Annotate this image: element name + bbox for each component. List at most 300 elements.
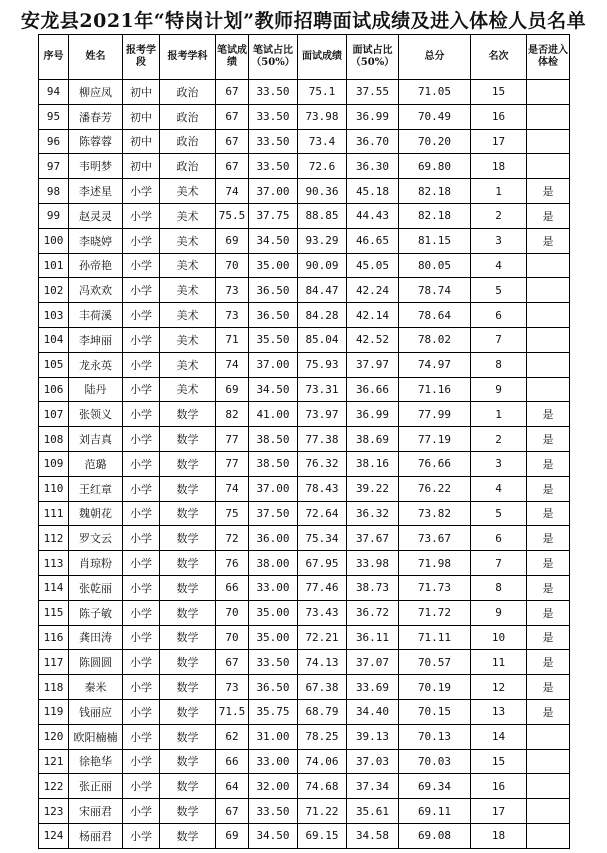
cell-name: 潘春芳	[69, 104, 123, 129]
cell-level: 小学	[123, 600, 160, 625]
cell-written-score: 69	[216, 228, 249, 253]
cell-interview-score: 75.1	[298, 80, 347, 105]
cell-written-weighted: 37.75	[249, 203, 298, 228]
table-row	[39, 749, 570, 774]
table-row	[39, 774, 570, 799]
cell-rank: 2	[471, 427, 527, 452]
cell-physical-exam: 是	[527, 179, 570, 204]
cell-written-score: 67	[216, 80, 249, 105]
cell-name: 李坤丽	[69, 327, 123, 352]
cell-total: 70.49	[399, 104, 471, 129]
cell-total: 78.64	[399, 303, 471, 328]
cell-written-score: 76	[216, 551, 249, 576]
cell-name: 欧阳楠楠	[69, 724, 123, 749]
cell-level: 小学	[123, 724, 160, 749]
table-row	[39, 551, 570, 576]
cell-written-score: 70	[216, 253, 249, 278]
cell-interview-score: 69.15	[298, 823, 347, 848]
table-row	[39, 303, 570, 328]
cell-interview-weighted: 33.69	[347, 675, 399, 700]
cell-index: 107	[39, 402, 69, 427]
cell-written-score: 67	[216, 104, 249, 129]
cell-physical-exam: 是	[527, 203, 570, 228]
cell-index: 98	[39, 179, 69, 204]
cell-interview-score: 90.36	[298, 179, 347, 204]
table-row	[39, 327, 570, 352]
cell-index: 124	[39, 823, 69, 848]
table-body	[39, 80, 570, 849]
cell-name: 张正丽	[69, 774, 123, 799]
cell-interview-weighted: 36.72	[347, 600, 399, 625]
cell-written-score: 70	[216, 625, 249, 650]
cell-rank: 4	[471, 253, 527, 278]
cell-written-score: 73	[216, 675, 249, 700]
cell-index: 109	[39, 451, 69, 476]
cell-physical-exam	[527, 377, 570, 402]
cell-index: 104	[39, 327, 69, 352]
cell-total: 78.74	[399, 278, 471, 303]
cell-total: 70.15	[399, 699, 471, 724]
cell-total: 70.13	[399, 724, 471, 749]
cell-written-weighted: 35.50	[249, 327, 298, 352]
cell-physical-exam: 是	[527, 476, 570, 501]
cell-rank: 5	[471, 501, 527, 526]
cell-written-weighted: 33.50	[249, 154, 298, 179]
cell-level: 小学	[123, 377, 160, 402]
cell-interview-weighted: 35.61	[347, 799, 399, 824]
cell-subject: 数学	[160, 451, 216, 476]
cell-interview-score: 78.25	[298, 724, 347, 749]
cell-level: 小学	[123, 823, 160, 848]
cell-interview-score: 73.31	[298, 377, 347, 402]
cell-rank: 17	[471, 129, 527, 154]
cell-subject: 数学	[160, 402, 216, 427]
cell-name: 韦明梦	[69, 154, 123, 179]
cell-interview-score: 73.97	[298, 402, 347, 427]
cell-rank: 9	[471, 377, 527, 402]
table-row	[39, 650, 570, 675]
cell-written-weighted: 33.00	[249, 575, 298, 600]
cell-level: 小学	[123, 650, 160, 675]
cell-interview-weighted: 42.24	[347, 278, 399, 303]
cell-level: 小学	[123, 327, 160, 352]
table-row	[39, 179, 570, 204]
cell-subject: 美术	[160, 203, 216, 228]
cell-index: 123	[39, 799, 69, 824]
cell-index: 99	[39, 203, 69, 228]
cell-level: 小学	[123, 526, 160, 551]
cell-written-weighted: 34.50	[249, 377, 298, 402]
col-header-subject: 报考学科	[160, 35, 216, 80]
cell-total: 82.18	[399, 203, 471, 228]
cell-subject: 数学	[160, 699, 216, 724]
cell-written-weighted: 36.50	[249, 303, 298, 328]
cell-rank: 6	[471, 526, 527, 551]
cell-index: 102	[39, 278, 69, 303]
cell-interview-weighted: 37.03	[347, 749, 399, 774]
cell-level: 初中	[123, 80, 160, 105]
cell-rank: 8	[471, 352, 527, 377]
cell-subject: 政治	[160, 154, 216, 179]
cell-written-score: 71	[216, 327, 249, 352]
table-row	[39, 823, 570, 848]
cell-physical-exam: 是	[527, 625, 570, 650]
cell-name: 宋丽君	[69, 799, 123, 824]
cell-index: 106	[39, 377, 69, 402]
cell-subject: 政治	[160, 80, 216, 105]
cell-subject: 数学	[160, 749, 216, 774]
cell-index: 94	[39, 80, 69, 105]
cell-physical-exam	[527, 774, 570, 799]
cell-subject: 数学	[160, 600, 216, 625]
cell-written-weighted: 31.00	[249, 724, 298, 749]
cell-subject: 数学	[160, 427, 216, 452]
cell-rank: 2	[471, 203, 527, 228]
cell-subject: 美术	[160, 327, 216, 352]
cell-level: 小学	[123, 476, 160, 501]
cell-level: 小学	[123, 303, 160, 328]
cell-interview-weighted: 36.30	[347, 154, 399, 179]
col-header-level: 报考学段	[123, 35, 160, 80]
cell-subject: 数学	[160, 501, 216, 526]
cell-written-weighted: 38.00	[249, 551, 298, 576]
cell-interview-weighted: 36.70	[347, 129, 399, 154]
cell-written-score: 67	[216, 799, 249, 824]
cell-interview-score: 72.6	[298, 154, 347, 179]
cell-interview-weighted: 36.11	[347, 625, 399, 650]
cell-physical-exam: 是	[527, 402, 570, 427]
header-row	[39, 35, 570, 80]
cell-physical-exam	[527, 823, 570, 848]
cell-interview-weighted: 38.69	[347, 427, 399, 452]
cell-name: 徐艳华	[69, 749, 123, 774]
cell-written-weighted: 37.00	[249, 476, 298, 501]
cell-written-score: 77	[216, 451, 249, 476]
cell-total: 71.11	[399, 625, 471, 650]
cell-level: 小学	[123, 179, 160, 204]
cell-physical-exam	[527, 278, 570, 303]
cell-rank: 1	[471, 179, 527, 204]
cell-level: 小学	[123, 501, 160, 526]
cell-written-score: 75	[216, 501, 249, 526]
cell-level: 小学	[123, 228, 160, 253]
cell-rank: 17	[471, 799, 527, 824]
cell-written-weighted: 36.00	[249, 526, 298, 551]
cell-rank: 13	[471, 699, 527, 724]
cell-interview-weighted: 42.52	[347, 327, 399, 352]
cell-index: 119	[39, 699, 69, 724]
cell-index: 100	[39, 228, 69, 253]
cell-written-score: 67	[216, 650, 249, 675]
cell-index: 116	[39, 625, 69, 650]
table-row	[39, 427, 570, 452]
cell-level: 初中	[123, 154, 160, 179]
cell-written-weighted: 38.50	[249, 427, 298, 452]
cell-level: 初中	[123, 129, 160, 154]
cell-index: 95	[39, 104, 69, 129]
cell-written-weighted: 35.00	[249, 600, 298, 625]
col-header-total: 总分	[399, 35, 471, 80]
cell-name: 刘吉真	[69, 427, 123, 452]
cell-interview-score: 71.22	[298, 799, 347, 824]
cell-physical-exam	[527, 724, 570, 749]
cell-interview-weighted: 36.99	[347, 402, 399, 427]
cell-interview-score: 88.85	[298, 203, 347, 228]
cell-name: 陆丹	[69, 377, 123, 402]
table-row	[39, 625, 570, 650]
cell-total: 69.08	[399, 823, 471, 848]
cell-total: 71.72	[399, 600, 471, 625]
cell-interview-weighted: 37.07	[347, 650, 399, 675]
table-row	[39, 203, 570, 228]
cell-subject: 数学	[160, 526, 216, 551]
cell-total: 77.99	[399, 402, 471, 427]
cell-index: 117	[39, 650, 69, 675]
cell-total: 78.02	[399, 327, 471, 352]
table-row	[39, 253, 570, 278]
table-row	[39, 526, 570, 551]
cell-physical-exam: 是	[527, 228, 570, 253]
cell-subject: 美术	[160, 352, 216, 377]
cell-written-weighted: 33.50	[249, 80, 298, 105]
cell-interview-score: 73.4	[298, 129, 347, 154]
table-row	[39, 476, 570, 501]
cell-total: 80.05	[399, 253, 471, 278]
cell-rank: 10	[471, 625, 527, 650]
cell-interview-score: 75.93	[298, 352, 347, 377]
cell-written-weighted: 37.00	[249, 179, 298, 204]
cell-written-weighted: 37.00	[249, 352, 298, 377]
cell-physical-exam	[527, 80, 570, 105]
cell-total: 69.34	[399, 774, 471, 799]
col-header-interview-score: 面试成绩	[298, 35, 347, 80]
cell-interview-weighted: 38.16	[347, 451, 399, 476]
cell-total: 76.66	[399, 451, 471, 476]
cell-interview-weighted: 36.32	[347, 501, 399, 526]
cell-total: 77.19	[399, 427, 471, 452]
cell-level: 小学	[123, 675, 160, 700]
cell-physical-exam: 是	[527, 501, 570, 526]
cell-interview-score: 75.34	[298, 526, 347, 551]
cell-rank: 3	[471, 451, 527, 476]
cell-total: 71.73	[399, 575, 471, 600]
table-row	[39, 501, 570, 526]
cell-index: 111	[39, 501, 69, 526]
cell-level: 小学	[123, 278, 160, 303]
cell-level: 小学	[123, 352, 160, 377]
cell-interview-weighted: 34.40	[347, 699, 399, 724]
cell-total: 70.20	[399, 129, 471, 154]
cell-interview-score: 78.43	[298, 476, 347, 501]
table-row	[39, 104, 570, 129]
cell-interview-weighted: 45.05	[347, 253, 399, 278]
cell-written-weighted: 34.50	[249, 228, 298, 253]
cell-index: 115	[39, 600, 69, 625]
cell-interview-score: 67.38	[298, 675, 347, 700]
cell-written-score: 69	[216, 823, 249, 848]
cell-name: 李晓婷	[69, 228, 123, 253]
cell-physical-exam	[527, 104, 570, 129]
cell-index: 113	[39, 551, 69, 576]
col-header-interview-weighted: 面试占比（50%）	[347, 35, 399, 80]
cell-written-weighted: 37.50	[249, 501, 298, 526]
cell-name: 龚田涛	[69, 625, 123, 650]
cell-name: 杨丽君	[69, 823, 123, 848]
col-header-written-weighted: 笔试占比（50%）	[249, 35, 298, 80]
cell-index: 96	[39, 129, 69, 154]
cell-rank: 6	[471, 303, 527, 328]
cell-written-weighted: 36.50	[249, 675, 298, 700]
cell-total: 73.82	[399, 501, 471, 526]
cell-total: 70.57	[399, 650, 471, 675]
cell-interview-score: 85.04	[298, 327, 347, 352]
cell-interview-weighted: 44.43	[347, 203, 399, 228]
cell-interview-score: 93.29	[298, 228, 347, 253]
cell-physical-exam: 是	[527, 427, 570, 452]
cell-interview-weighted: 37.55	[347, 80, 399, 105]
cell-interview-score: 68.79	[298, 699, 347, 724]
cell-written-weighted: 41.00	[249, 402, 298, 427]
cell-name: 张领义	[69, 402, 123, 427]
cell-written-weighted: 33.50	[249, 129, 298, 154]
cell-level: 小学	[123, 749, 160, 774]
cell-written-score: 67	[216, 154, 249, 179]
cell-rank: 1	[471, 402, 527, 427]
cell-name: 范璐	[69, 451, 123, 476]
cell-interview-score: 73.43	[298, 600, 347, 625]
col-header-name: 姓名	[69, 35, 123, 80]
col-header-written-score: 笔试成绩	[216, 35, 249, 80]
table-row	[39, 228, 570, 253]
cell-level: 小学	[123, 402, 160, 427]
cell-total: 70.03	[399, 749, 471, 774]
cell-interview-weighted: 36.99	[347, 104, 399, 129]
cell-name: 肖琼粉	[69, 551, 123, 576]
cell-interview-weighted: 37.67	[347, 526, 399, 551]
cell-interview-score: 90.09	[298, 253, 347, 278]
cell-written-weighted: 33.50	[249, 650, 298, 675]
cell-total: 71.98	[399, 551, 471, 576]
cell-subject: 数学	[160, 575, 216, 600]
cell-subject: 数学	[160, 774, 216, 799]
cell-written-weighted: 33.00	[249, 749, 298, 774]
cell-index: 110	[39, 476, 69, 501]
cell-name: 罗文云	[69, 526, 123, 551]
cell-subject: 美术	[160, 303, 216, 328]
cell-name: 柳应凤	[69, 80, 123, 105]
cell-interview-weighted: 42.14	[347, 303, 399, 328]
cell-interview-score: 67.95	[298, 551, 347, 576]
cell-level: 小学	[123, 253, 160, 278]
cell-name: 陈蓉蓉	[69, 129, 123, 154]
cell-name: 陈圆圆	[69, 650, 123, 675]
cell-rank: 8	[471, 575, 527, 600]
cell-physical-exam	[527, 253, 570, 278]
cell-written-score: 67	[216, 129, 249, 154]
cell-written-score: 73	[216, 303, 249, 328]
cell-written-score: 66	[216, 575, 249, 600]
col-header-rank: 名次	[471, 35, 527, 80]
cell-interview-score: 74.06	[298, 749, 347, 774]
cell-written-score: 72	[216, 526, 249, 551]
cell-level: 小学	[123, 799, 160, 824]
cell-subject: 数学	[160, 625, 216, 650]
cell-interview-weighted: 37.34	[347, 774, 399, 799]
cell-physical-exam	[527, 799, 570, 824]
cell-index: 112	[39, 526, 69, 551]
cell-interview-weighted: 33.98	[347, 551, 399, 576]
cell-written-weighted: 33.50	[249, 799, 298, 824]
cell-level: 小学	[123, 427, 160, 452]
cell-written-score: 77	[216, 427, 249, 452]
table-row	[39, 80, 570, 105]
cell-written-weighted: 35.00	[249, 253, 298, 278]
cell-subject: 数学	[160, 799, 216, 824]
cell-interview-score: 77.46	[298, 575, 347, 600]
cell-subject: 数学	[160, 724, 216, 749]
cell-rank: 14	[471, 724, 527, 749]
cell-rank: 16	[471, 104, 527, 129]
table-row	[39, 575, 570, 600]
cell-total: 81.15	[399, 228, 471, 253]
cell-physical-exam	[527, 352, 570, 377]
cell-written-weighted: 33.50	[249, 104, 298, 129]
cell-written-score: 82	[216, 402, 249, 427]
cell-written-score: 74	[216, 352, 249, 377]
cell-index: 103	[39, 303, 69, 328]
table-row	[39, 154, 570, 179]
cell-interview-score: 77.38	[298, 427, 347, 452]
cell-physical-exam	[527, 327, 570, 352]
cell-name: 王红章	[69, 476, 123, 501]
cell-index: 121	[39, 749, 69, 774]
cell-interview-score: 76.32	[298, 451, 347, 476]
cell-level: 初中	[123, 104, 160, 129]
cell-interview-weighted: 34.58	[347, 823, 399, 848]
cell-written-weighted: 35.75	[249, 699, 298, 724]
cell-written-score: 69	[216, 377, 249, 402]
cell-physical-exam: 是	[527, 551, 570, 576]
cell-level: 小学	[123, 203, 160, 228]
cell-subject: 数学	[160, 823, 216, 848]
cell-total: 70.19	[399, 675, 471, 700]
cell-total: 69.11	[399, 799, 471, 824]
cell-subject: 政治	[160, 129, 216, 154]
cell-written-score: 75.5	[216, 203, 249, 228]
cell-interview-score: 84.28	[298, 303, 347, 328]
cell-name: 魏朝花	[69, 501, 123, 526]
cell-index: 97	[39, 154, 69, 179]
cell-name: 秦米	[69, 675, 123, 700]
cell-written-score: 70	[216, 600, 249, 625]
cell-physical-exam	[527, 749, 570, 774]
cell-name: 孙帝艳	[69, 253, 123, 278]
cell-name: 赵灵灵	[69, 203, 123, 228]
cell-subject: 美术	[160, 278, 216, 303]
table-row	[39, 451, 570, 476]
cell-interview-weighted: 37.97	[347, 352, 399, 377]
cell-interview-weighted: 46.65	[347, 228, 399, 253]
cell-name: 张乾丽	[69, 575, 123, 600]
cell-interview-weighted: 45.18	[347, 179, 399, 204]
cell-written-score: 73	[216, 278, 249, 303]
cell-physical-exam: 是	[527, 675, 570, 700]
cell-total: 74.97	[399, 352, 471, 377]
cell-rank: 4	[471, 476, 527, 501]
cell-interview-score: 73.98	[298, 104, 347, 129]
table-row	[39, 352, 570, 377]
cell-subject: 美术	[160, 179, 216, 204]
